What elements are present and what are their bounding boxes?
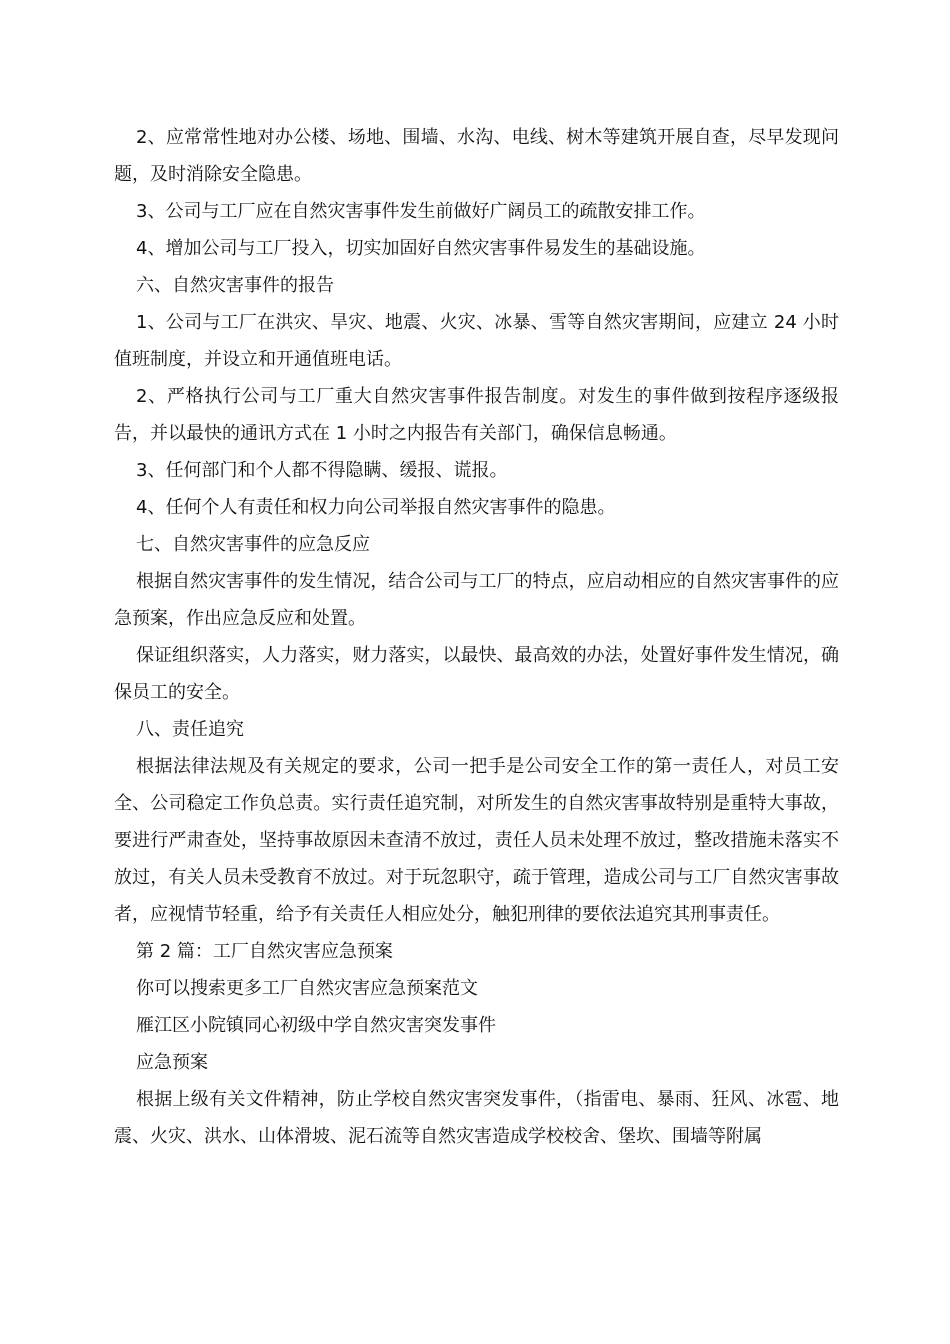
paragraph-item-4: 4、增加公司与工厂投入，切实加固好自然灾害事件易发生的基础设施。 (136, 238, 706, 259)
document-body (114, 119, 839, 1155)
school-title: 雁江区小院镇同心初级中学自然灾害突发事件 (136, 1015, 496, 1036)
paragraph-item-3: 3、公司与工厂应在自然灾害事件发生前做好广阔员工的疏散安排工作。 (136, 201, 706, 222)
paragraph-report-4: 4、任何个人有责任和权力向公司举报自然灾害事件的隐患。 (136, 497, 616, 518)
paragraph-report-1: 1、公司与工厂在洪灾、旱灾、地震、火灾、冰暴、雪等自然灾害期间，应建立 24 小时值班制度，并设立和开通值班电话。 (114, 312, 839, 370)
search-more-note: 你可以搜索更多工厂自然灾害应急预案范文 (136, 978, 478, 999)
article-title-2: 第 2 篇：工厂自然灾害应急预案 (136, 941, 393, 962)
section-heading-6: 六、自然灾害事件的报告 (136, 275, 334, 296)
paragraph-response-2: 保证组织落实，人力落实，财力落实，以最快、最高效的办法，处置好事件发生情况，确保员工的安全。 (114, 645, 839, 703)
section-heading-7: 七、自然灾害事件的应急反应 (136, 534, 370, 555)
paragraph-report-2: 2、严格执行公司与工厂重大自然灾害事件报告制度。对发生的事件做到按程序逐级报告，并以最快的通讯方式在 1 小时之内报告有关部门，确保信息畅通。 (114, 386, 839, 444)
paragraph-report-3: 3、任何部门和个人都不得隐瞒、缓报、谎报。 (136, 460, 508, 481)
section-heading-8: 八、责任追究 (136, 719, 244, 740)
plan-subtitle: 应急预案 (136, 1052, 208, 1073)
paragraph-accountability: 根据法律法规及有关规定的要求，公司一把手是公司安全工作的第一责任人，对员工安全、公司稳定工作负总责。实行责任追究制，对所发生的自然灾害事故特别是重特大事故，要进行严肃查处，坚持事故原因未查清不放过，责任人员未处理不放过，整改措施未落实不放过，有关人员未受教育不放过。对于玩忽职守，疏于管理，造成公司与工厂自然灾害事故者，应视情节轻重，给予有关责任人相应处分，触犯刑律的要依法追究其刑事责任。 (114, 756, 839, 925)
paragraph-response-1: 根据自然灾害事件的发生情况，结合公司与工厂的特点，应启动相应的自然灾害事件的应急预案，作出应急反应和处置。 (114, 571, 839, 629)
paragraph-item-2: 2、应常常性地对办公楼、场地、围墙、水沟、电线、树木等建筑开展自查，尽早发现问题，及时消除安全隐患。 (114, 127, 839, 185)
paragraph-intro: 根据上级有关文件精神，防止学校自然灾害突发事件，（指雷电、暴雨、狂风、冰雹、地震、火灾、洪水、山体滑坡、泥石流等自然灾害造成学校校舍、堡坎、围墙等附属 (114, 1089, 839, 1147)
